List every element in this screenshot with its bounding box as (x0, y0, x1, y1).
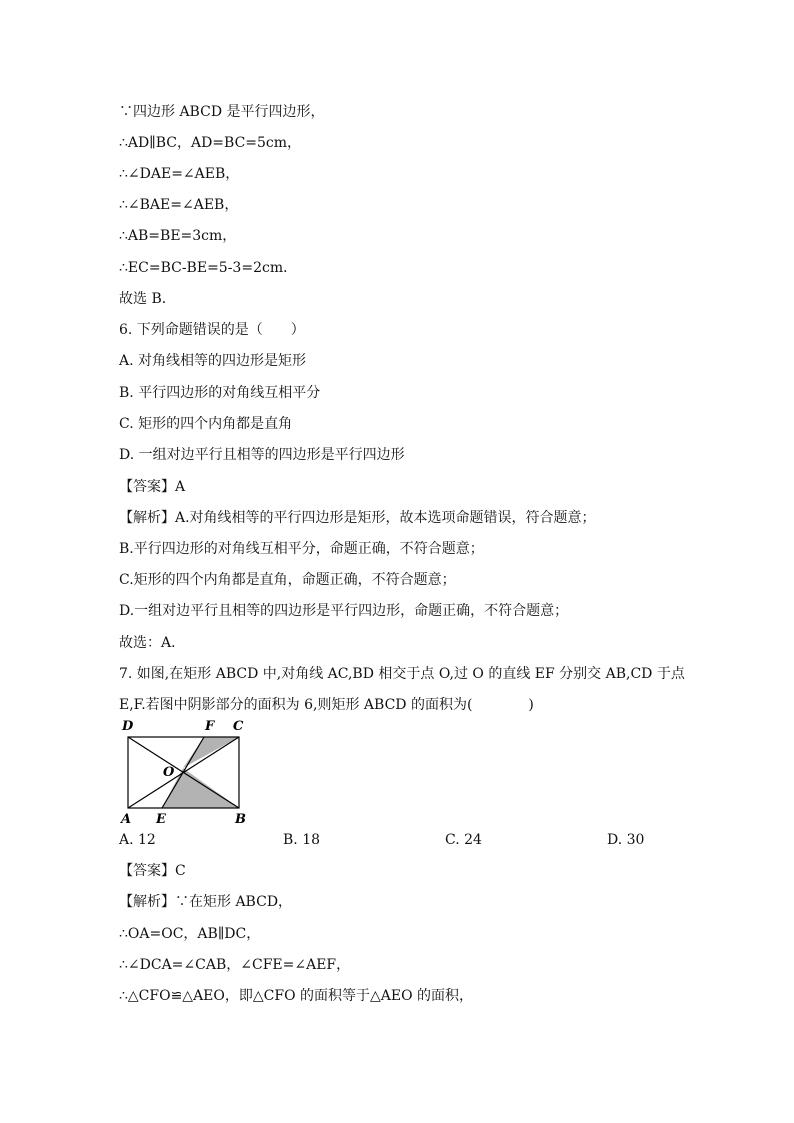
question-6-analysis-3: C.矩形的四个内角都是直角，命题正确，不符合题意； (119, 572, 456, 588)
label-d: D (122, 719, 134, 734)
question-6-option-a: A. 对角线相等的四边形是矩形 (119, 353, 307, 369)
label-f: F (205, 719, 215, 734)
question-6-option-b: B. 平行四边形的对角线互相平分 (119, 385, 321, 401)
shaded-triangle-cfo (183, 737, 239, 768)
label-o: O (163, 765, 175, 780)
question-7-stem-2: E,F.若图中阴影部分的面积为 6,则矩形 ABCD 的面积为( ) (119, 697, 534, 713)
question-7-answer: 【答案】C (119, 863, 186, 879)
question-6-stem: 6. 下列命题错误的是（ ） (119, 322, 305, 338)
question-7-option-c: C. 24 (445, 832, 482, 848)
label-b: B (235, 812, 246, 827)
label-a: A (121, 812, 132, 827)
question-6-option-d: D. 一组对边平行且相等的四边形是平行四边形 (119, 447, 405, 463)
text-line-7: 故选 B． (119, 291, 176, 307)
question-6-answer: 【答案】A (119, 479, 186, 495)
text-line-3: ∴∠DAE=∠AEB， (119, 166, 240, 182)
question-7-analysis-4: ∴△CFO≌△AEO，即△CFO 的面积等于△AEO 的面积， (119, 988, 474, 1004)
question-6-analysis-1: 【解析】A.对角线相等的平行四边形是矩形，故本选项命题错误，符合题意； (119, 510, 596, 526)
question-7-stem-1: 7. 如图,在矩形 ABCD 中,对角线 AC,BD 相交于点 O,过 O 的直线 EF 分别交 AB,CD 于点 (119, 666, 685, 682)
label-c: C (233, 719, 244, 734)
text-line-2: ∴AD∥BC，AD=BC=5cm， (119, 135, 302, 151)
text-line-5: ∴AB=BE=3cm， (119, 228, 237, 244)
question-6-conclusion: 故选：A． (119, 635, 186, 651)
question-7-option-a: A. 12 (119, 832, 156, 848)
question-7-analysis-2: ∴OA=OC，AB∥DC， (119, 926, 261, 942)
question-6-analysis-4: D.一组对边平行且相等的四边形是平行四边形，命题正确，不符合题意； (119, 603, 569, 619)
text-line-1: ∵四边形 ABCD 是平行四边形， (119, 104, 325, 120)
question-6-analysis-2: B.平行四边形的对角线互相平分，命题正确，不符合题意； (119, 541, 484, 557)
text-line-6: ∴EC=BC-BE=5-3=2cm． (119, 260, 298, 276)
question-7-analysis-1: 【解析】∵在矩形 ABCD， (119, 894, 293, 910)
question-7-analysis-3: ∴∠DCA=∠CAB，∠CFE=∠AEF， (119, 957, 351, 973)
question-7-option-d: D. 30 (607, 832, 645, 848)
question-7-option-b: B. 18 (283, 832, 321, 848)
label-e: E (156, 812, 166, 827)
question-6-option-c: C. 矩形的四个内角都是直角 (119, 416, 293, 432)
text-line-4: ∴∠BAE=∠AEB， (119, 197, 239, 213)
rectangle-figure (118, 716, 252, 828)
